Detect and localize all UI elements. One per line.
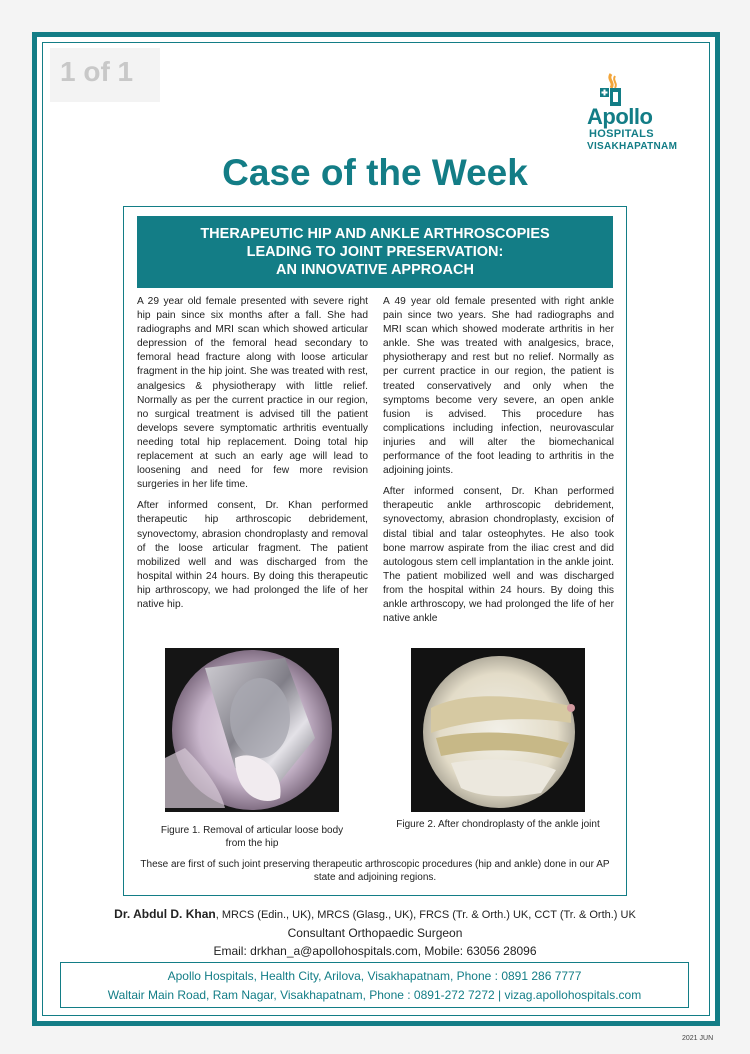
ankle-arthroscopy-image <box>411 648 585 812</box>
figure-1-caption: Figure 1. Removal of articular loose body from the hip <box>160 825 344 849</box>
hip-arthroscopy-image <box>165 648 339 812</box>
headline-line-1: THERAPEUTIC HIP AND ANKLE ARTHROSCOPIES <box>200 226 550 242</box>
apollo-logo <box>585 72 695 152</box>
logo-subtitle: HOSPITALS <box>589 128 654 140</box>
hip-case-paragraph-1: A 29 year old female presented with severe right hip pain since six months after a fall. She had radiographs and MRI scan which showed articular depression of the femoral head secondary to femoral head fracture along with loose articular fragment in the hip joint. She was treated with rest, analgesics & physiotherapy with little relief. Normally as per the current practice in our region, no surgical treatment is advised till the patient develops severe symptomatic arthritis eventually needing total hip replacement. Doing total hip replacement at such an early age will lead to loosening and need for few more revision surgeries in her life time. <box>137 296 368 491</box>
page-counter: 1 of 1 <box>50 48 160 102</box>
headline-line-3: AN INNOVATIVE APPROACH <box>276 262 474 278</box>
page-title: Case of the Week <box>222 152 528 193</box>
author-role: Consultant Orthopaedic Surgeon <box>287 926 463 940</box>
logo-name: Apollo <box>587 104 653 129</box>
summary-note: These are first of such joint preserving therapeutic arthroscopic procedures (hip and ankle) done in our AP state and adjoining regions. <box>140 859 610 883</box>
headline-line-2: LEADING TO JOINT PRESERVATION: <box>246 244 504 260</box>
footer-address-2: Waltair Main Road, Ram Nagar, Visakhapatnam, Phone : 0891-272 7272 | vizag.apollohospitals.com <box>107 988 642 1002</box>
figure-2-caption: Figure 2. After chondroplasty of the ankle joint <box>396 819 600 830</box>
footer-contact-box <box>60 962 689 1008</box>
ankle-case-paragraph-2: After informed consent, Dr. Khan performed therapeutic ankle arthroscopic debridement, synovectomy, abrasion chondroplasty, excision of distal tibial and talar osteophytes. He also took bone marrow aspirate from the iliac crest and did autologous stem cell implantation in the ankle joint. The patient mobilized well and was discharged from the hospital within 24 hours. By doing this ankle arthroscopy, we had prolonged the life of her native ankle <box>383 486 614 625</box>
author-block <box>0 905 750 960</box>
left-column <box>137 295 368 619</box>
footer-address-1: Apollo Hospitals, Health City, Arilova, Visakhapatnam, Phone : 0891 286 7777 <box>167 969 582 983</box>
author-name: Dr. Abdul D. Khan <box>114 907 216 921</box>
edition-label: 2021 JUN <box>682 1035 714 1042</box>
author-credentials: , MRCS (Edin., UK), MRCS (Glasg., UK), FRCS (Tr. & Orth.) UK, CCT (Tr. & Orth.) UK <box>215 909 636 921</box>
article-headline <box>137 216 613 288</box>
right-column <box>383 295 614 633</box>
author-contact: Email: drkhan_a@apollohospitals.com, Mobile: 63056 28096 <box>213 944 537 958</box>
hip-case-paragraph-2: After informed consent, Dr. Khan performed therapeutic hip arthroscopic debridement, synovectomy, abrasion chondroplasty and removal of the loose articular fragment. The patient mobilized well and was discharged from the hospital within 24 hours. By doing this therapeutic hip arthroscopy, we had prolonged the life of her native hip. <box>137 500 368 610</box>
logo-city: VISAKHAPATNAM <box>587 141 678 152</box>
ankle-case-paragraph-1: A 49 year old female presented with right ankle pain since two years. She had radiographs and MRI scan which showed moderate arthritis in her ankle. She was treated with analgesics, brace, physiotherapy and rest but no relief. Normally as per current practice in our region, the patient is treated conservatively and only when the symptoms become very severe, an open ankle fusion is advised. This procedure has complications including infection, neurovascular injuries and will alter the biomechanical performance of the foot leading to arthritis in the adjoining joints. <box>383 296 614 477</box>
